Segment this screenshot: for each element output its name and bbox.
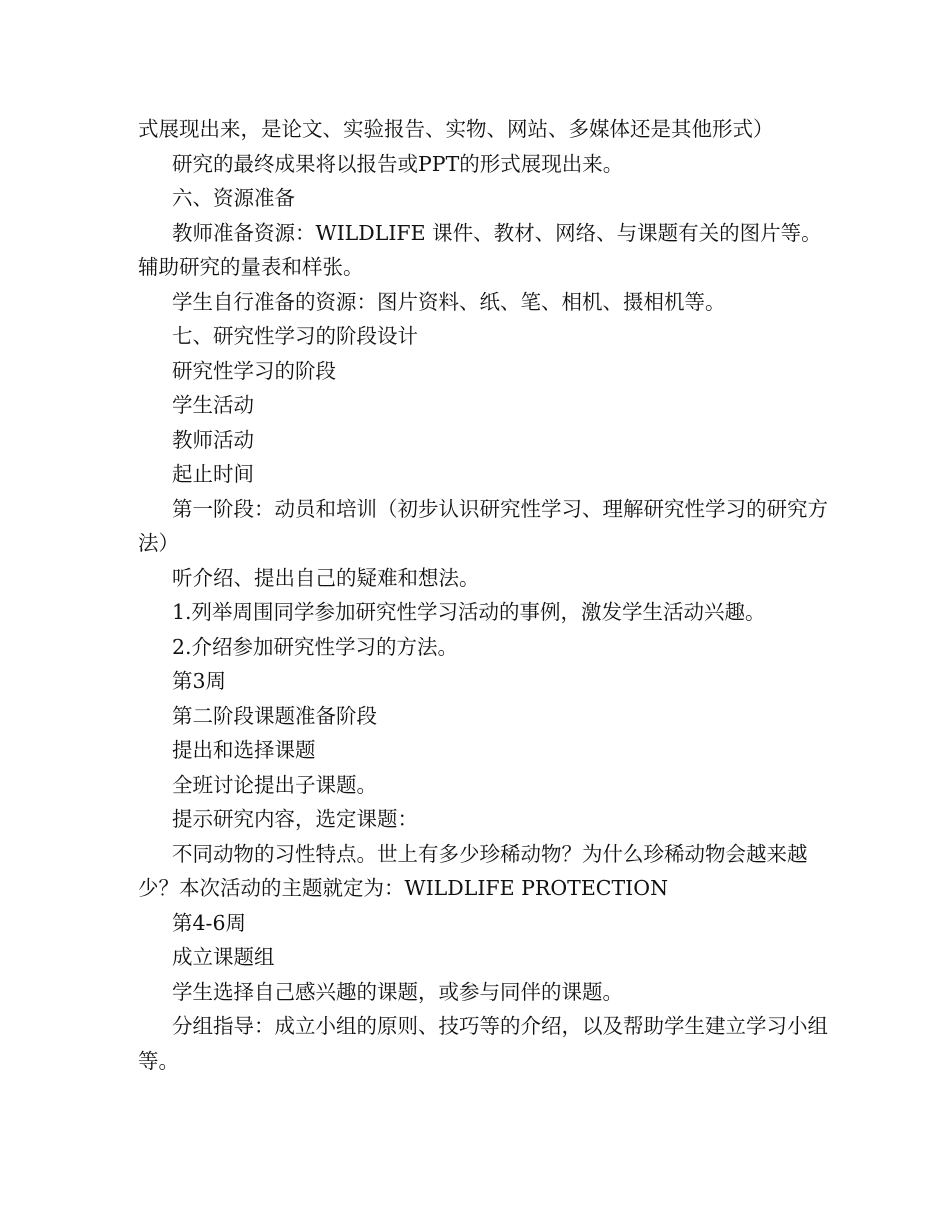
paragraph: 教师准备资源：WILDLIFE 课件、教材、网络、与课题有关的图片等。辅助研究的量表和样张。 xyxy=(138,220,822,279)
paragraph: 1.列举周围同学参加研究性学习活动的事例，激发学生活动兴趣。 xyxy=(172,600,766,624)
paragraph: 学生活动 xyxy=(172,393,254,417)
paragraph: 成立课题组 xyxy=(172,945,275,969)
paragraph: 学生选择自己感兴趣的课题，或参与同伴的课题。 xyxy=(172,979,623,1004)
paragraph: 研究性学习的阶段 xyxy=(172,358,336,383)
paragraph: 学生自行准备的资源：图片资料、纸、笔、相机、摄相机等。 xyxy=(172,289,726,314)
paragraph: 第一阶段：动员和培训（初步认识研究性学习、理解研究性学习的研究方法） xyxy=(138,496,828,555)
paragraph: 全班讨论提出子课题。 xyxy=(172,772,377,797)
paragraph: 提示研究内容，选定课题： xyxy=(172,807,418,831)
paragraph: 起止时间 xyxy=(172,462,254,486)
paragraph: 2.介绍参加研究性学习的方法。 xyxy=(172,634,459,659)
paragraph: 第4-6周 xyxy=(172,910,247,935)
paragraph: 分组指导：成立小组的原则、技巧等的介绍，以及帮助学生建立学习小组等。 xyxy=(138,1014,828,1073)
section-heading: 七、研究性学习的阶段设计 xyxy=(172,324,418,348)
section-heading: 六、资源准备 xyxy=(172,186,295,210)
paragraph: 提出和选择课题 xyxy=(172,738,316,762)
paragraph: 教师活动 xyxy=(172,427,254,452)
paragraph: 不同动物的习性特点。世上有多少珍稀动物？为什么珍稀动物会越来越少？本次活动的主题就定为：WILDLIFE PROTECTION xyxy=(138,841,808,900)
paragraph: 研究的最终成果将以报告或PPT的形式展现出来。 xyxy=(172,151,624,176)
document-body xyxy=(138,112,828,1078)
paragraph: 第二阶段课题准备阶段 xyxy=(172,703,377,728)
paragraph: 第3周 xyxy=(172,669,227,693)
paragraph: 式展现出来，是论文、实验报告、实物、网站、多媒体还是其他形式） xyxy=(138,117,774,141)
paragraph: 听介绍、提出自己的疑难和想法。 xyxy=(172,565,480,590)
